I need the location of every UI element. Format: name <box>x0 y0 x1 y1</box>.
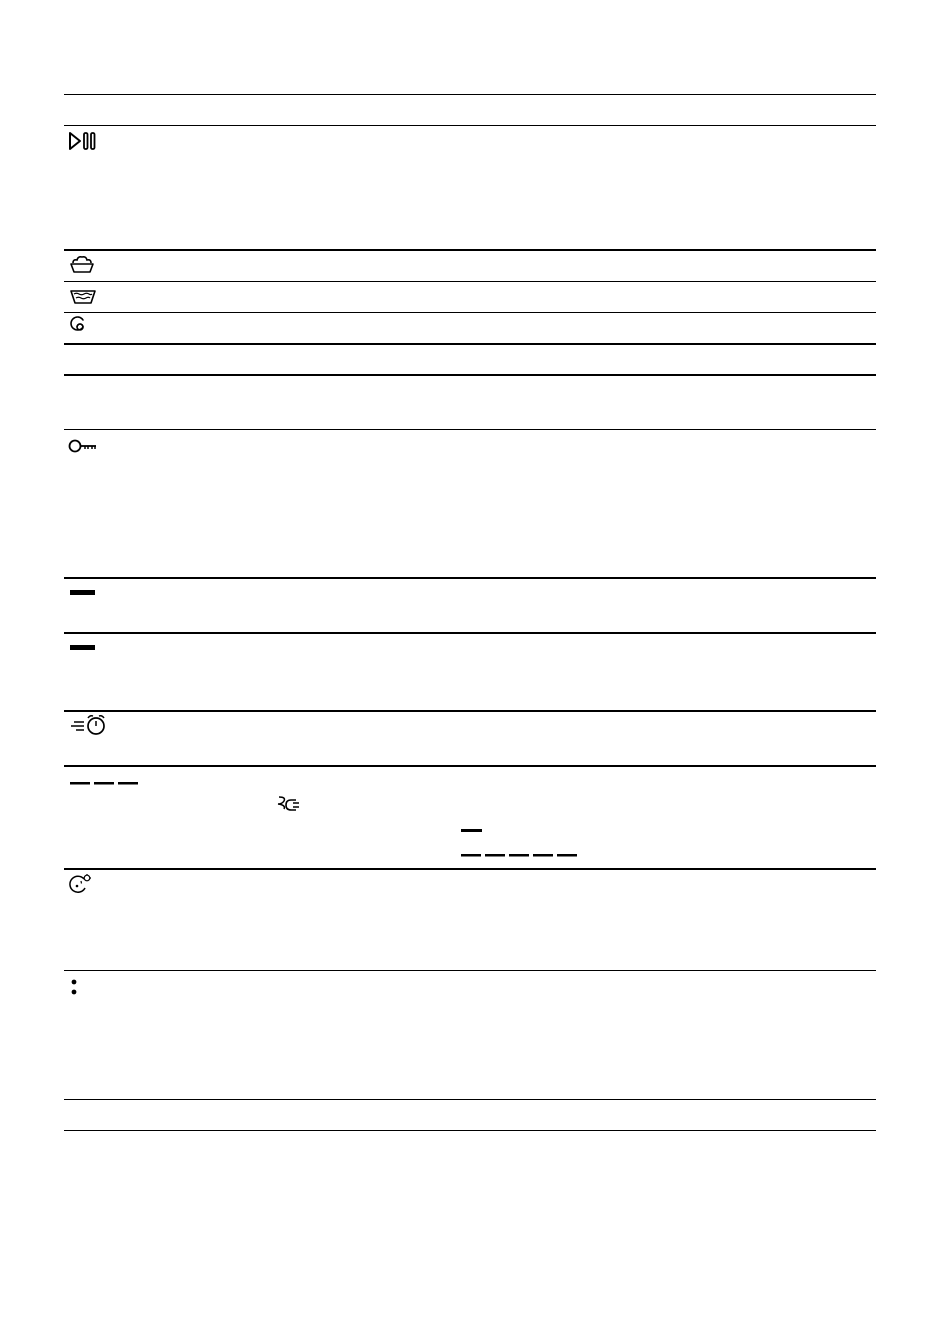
quick-alarm-clock-icon <box>68 714 108 736</box>
table-bottom-rule <box>64 1130 876 1131</box>
table-row-rule <box>64 249 876 251</box>
child-lock-key-icon <box>68 438 98 454</box>
table-row-rule <box>64 710 876 712</box>
single-bar-icon <box>70 645 95 650</box>
single-dash-icon <box>461 829 482 832</box>
table-row-rule <box>64 970 876 971</box>
table-row-rule <box>64 765 876 767</box>
two-dot-icon <box>71 979 77 997</box>
table-row-rule <box>64 374 876 376</box>
rinse-icon <box>70 288 96 306</box>
spin-icon <box>70 317 90 337</box>
prewash-icon <box>70 254 94 274</box>
triple-dash-icon <box>70 782 140 786</box>
table-row-rule <box>64 343 876 345</box>
table-row-rule <box>64 1099 876 1100</box>
start-pause-icon <box>68 131 98 151</box>
power-plug-icon <box>276 795 300 815</box>
single-bar-icon <box>70 590 95 595</box>
table-row-rule <box>64 632 876 634</box>
table-top-rule <box>64 94 876 95</box>
five-dash-icon <box>461 854 579 858</box>
table-header-rule <box>64 125 876 126</box>
table-row-rule <box>64 577 876 579</box>
drum-clean-icon <box>68 873 92 895</box>
table-row-rule <box>64 868 876 870</box>
table-row-rule <box>64 429 876 430</box>
table-row-rule <box>64 281 876 282</box>
table-row-rule <box>64 312 876 313</box>
